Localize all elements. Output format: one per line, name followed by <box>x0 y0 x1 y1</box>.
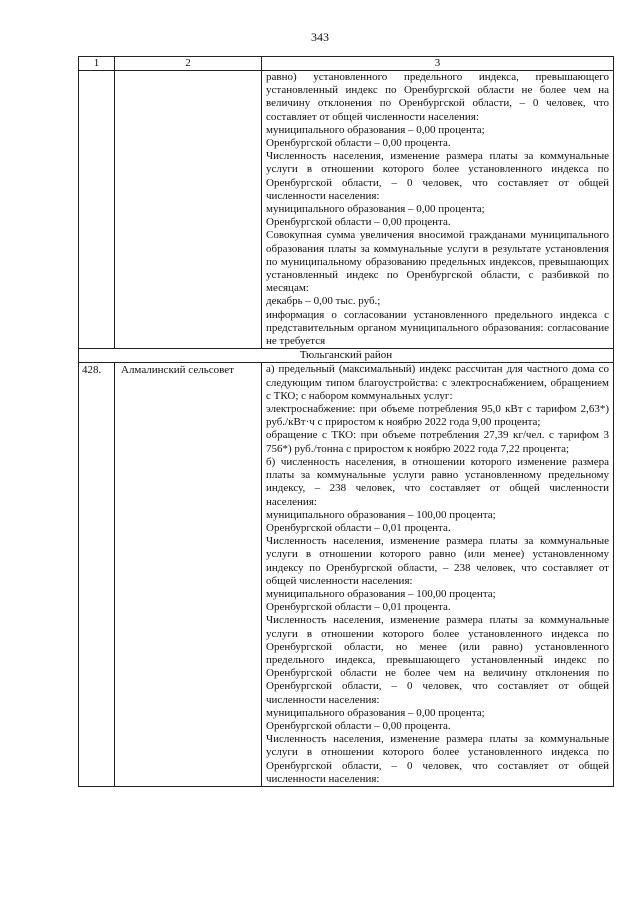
entry-row <box>79 363 614 787</box>
entry-number: 428. <box>79 363 115 787</box>
paragraph: Оренбургской области – 0,00 процента. <box>266 137 451 150</box>
paragraph: муниципального образования – 100,00 процента; <box>266 508 496 521</box>
paragraph: Численность населения, изменение размера платы за коммунальные услуги в отношении которого более установленного индекса по Оренбургской области, – 0 человек, что составляет от общей численности населения: <box>266 150 609 202</box>
paragraph: б) численность населения, в отношении которого изменение размера платы за коммунальные услуги равно установленному предельному индексу, – 238 человек, что составляет от общей численности населения: <box>266 455 609 508</box>
paragraph: обращение с ТКО: при объеме потребления 27,39 кг/чел. с тарифом 3 756*) руб./тонна с приростом к ноябрю 2022 года 7,22 процента; <box>266 429 609 455</box>
paragraph: равно) установленного предельного индекса, превышающего установленный индекс по Оренбургской области не более чем на величину отклонения по Оренбургской области, – 0 человек, что составляет от общей численности населения: <box>266 71 609 123</box>
header-col-3: 3 <box>262 57 614 71</box>
continuation-row <box>79 71 614 349</box>
paragraph: Совокупная сумма увеличения вносимой гражданами муниципального образования платы за коммунальные услуги в результате установления по муниципальному образованию предельных индексов, превышающих установленный индекс по Оренбургской области, с разбивкой по месяцам: <box>266 229 609 295</box>
paragraph: Численность населения, изменение размера платы за коммунальные услуги в отношении которого более установленного индекса по Оренбургской области, но менее (или равно) установленного предельного индекса, превышающего установленный индекс по Оренбургской области не более чем на величину отклонения по Оренбургской области, – 0 человек, что составляет от общей численности населения: <box>266 614 609 706</box>
paragraph: а) предельный (максимальный) индекс рассчитан для частного дома со следующим типом благоустройства: с электроснабжением, обращением с ТКО; с набором коммунальных услуг: <box>266 363 609 402</box>
header-col-1: 1 <box>79 57 115 71</box>
paragraph: декабрь – 0,00 тыс. руб.; <box>266 295 381 308</box>
paragraph: Оренбургской области – 0,01 процента. <box>266 601 451 614</box>
paragraph: муниципального образования – 0,00 процента; <box>266 123 485 136</box>
paragraph: Численность населения, изменение размера платы за коммунальные услуги в отношении которого более установленного индекса по Оренбургской области, – 0 человек, что составляет от общей численности населения: <box>266 733 609 785</box>
document-table <box>78 56 614 787</box>
section-row <box>79 349 614 363</box>
entry-text <box>262 363 614 787</box>
paragraph: Оренбургской области – 0,01 процента. <box>266 521 451 534</box>
continuation-text <box>262 71 614 349</box>
page-number: 343 <box>311 30 329 44</box>
continuation-number <box>79 71 115 349</box>
table-header-row <box>79 57 614 71</box>
paragraph: информация о согласовании установленного предельного индекса с представительным органом муниципального образования: согласование не требуется <box>266 308 609 348</box>
section-title: Тюльганский район <box>79 349 614 363</box>
paragraph: Оренбургской области – 0,00 процента. <box>266 719 451 732</box>
paragraph: муниципального образования – 0,00 процента; <box>266 706 485 719</box>
paragraph: муниципального образования – 0,00 процента; <box>266 203 485 216</box>
paragraph: муниципального образования – 100,00 процента; <box>266 587 496 600</box>
paragraph: Оренбургской области – 0,00 процента. <box>266 216 451 229</box>
entry-name: Алмалинский сельсовет <box>115 363 262 787</box>
paragraph: электроснабжение: при объеме потребления 95,0 кВт с тарифом 2,63*) руб./кВт·ч с приростом к ноябрю 2022 года 9,00 процента; <box>266 403 609 429</box>
header-col-2: 2 <box>115 57 262 71</box>
paragraph: Численность населения, изменение размера платы за коммунальные услуги в отношении которого равно (или менее) установленному индексу по Оренбургской области, – 238 человек, что составляет от общей численности населения: <box>266 535 609 587</box>
continuation-name <box>115 71 262 349</box>
